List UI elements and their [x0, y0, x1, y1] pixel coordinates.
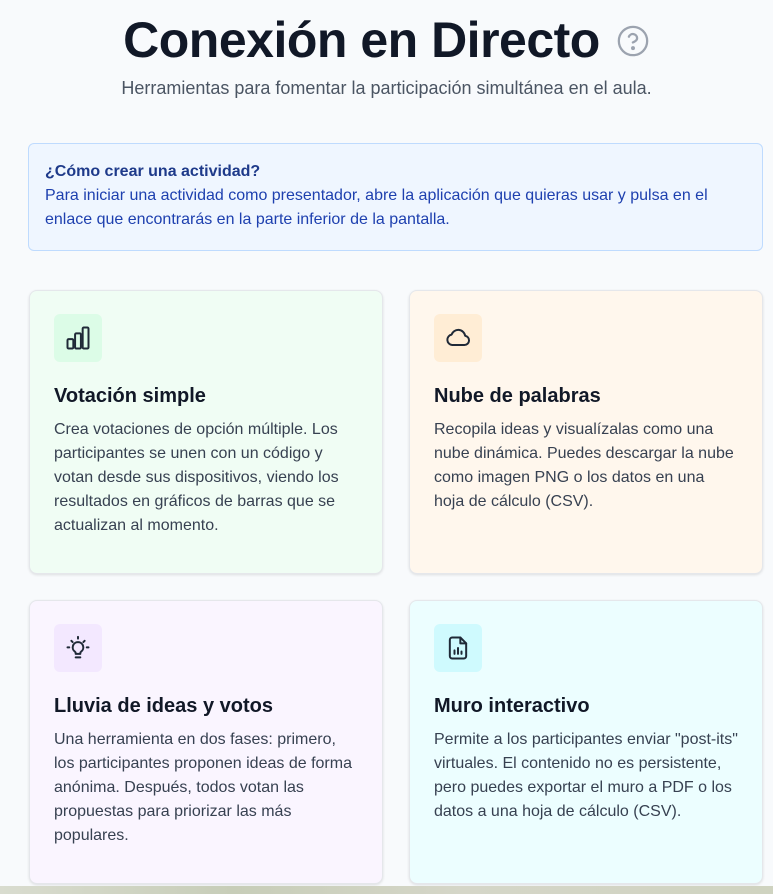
info-title: ¿Cómo crear una actividad? — [45, 163, 261, 180]
card-title: Muro interactivo — [434, 695, 590, 717]
card-nube-de-palabras[interactable] — [409, 290, 763, 574]
header — [0, 10, 773, 70]
bar-chart-icon — [64, 324, 92, 352]
card-votacion-simple[interactable] — [29, 290, 383, 574]
info-box — [28, 143, 763, 251]
page-subtitle: Herramientas para fomentar la participación simultánea en el aula. — [121, 78, 652, 98]
card-lluvia-de-ideas[interactable] — [29, 600, 383, 884]
document-chart-icon — [444, 634, 472, 662]
card-description: Crea votaciones de opción múltiple. Los participantes se unen con un código y votan desde sus dispositivos, viendo los resultados en gráficos de barras que se actualizan al momento. — [54, 421, 339, 534]
bottom-background-strip — [0, 886, 773, 894]
lightbulb-icon — [64, 634, 92, 662]
card-icon-box — [54, 624, 102, 672]
card-icon-box — [54, 314, 102, 362]
card-muro-interactivo[interactable] — [409, 600, 763, 884]
card-title: Votación simple — [54, 385, 206, 407]
card-description: Una herramienta en dos fases: primero, los participantes proponen ideas de forma anónima. Después, todos votan las propuestas para priorizar las más populares. — [54, 731, 352, 844]
cloud-icon — [444, 324, 472, 352]
card-description: Recopila ideas y visualízalas como una nube dinámica. Puedes descargar la nube como imagen PNG o los datos en una hoja de cálculo (CSV). — [434, 421, 734, 510]
card-title: Nube de palabras — [434, 385, 601, 407]
card-title: Lluvia de ideas y votos — [54, 695, 273, 717]
page-title: Conexión en Directo — [123, 12, 600, 68]
card-icon-box — [434, 314, 482, 362]
help-icon[interactable] — [616, 24, 650, 58]
card-description: Permite a los participantes enviar "post-its" virtuales. El contenido no es persistente, pero puedes exportar el muro a PDF o los datos a una hoja de cálculo (CSV). — [434, 731, 738, 820]
info-text: Para iniciar una actividad como presentador, abre la aplicación que quieras usar y pulsa en el enlace que encontrarás en la parte inferior de la pantalla. — [45, 187, 708, 228]
card-icon-box — [434, 624, 482, 672]
